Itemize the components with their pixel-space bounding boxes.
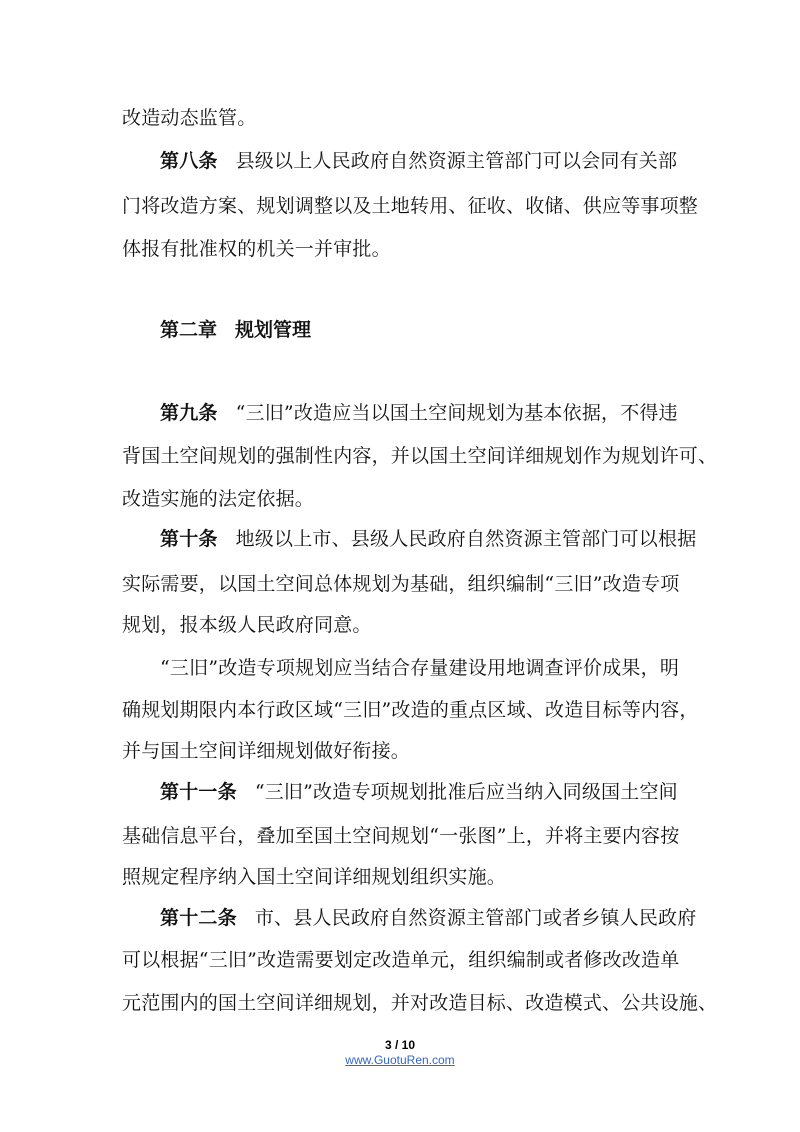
article-label: 第十一条: [160, 781, 237, 803]
article-11-line: 第十一条 “三旧”改造专项规划批准后应当纳入同级国土空间: [160, 781, 678, 803]
article-12-line: 第十二条 市、县人民政府自然资源主管部门或者乡镇人民政府: [160, 907, 697, 929]
paragraph-line: 改造实施的法定依据。: [122, 488, 315, 510]
paragraph-line: 基础信息平台，叠加至国土空间规划“一张图”上，并将主要内容按: [122, 825, 680, 847]
article-label: 第八条: [160, 150, 218, 172]
paragraph-line: “三旧”改造专项规划应当结合存量建设用地调查评价成果，明: [160, 657, 680, 679]
chapter-number: 第二章: [160, 319, 218, 341]
paragraph-line: 并与国土空间详细规划做好衔接。: [122, 740, 411, 762]
paragraph-line: 背国土空间规划的强制性内容，并以国土空间详细规划作为规划许可、: [122, 445, 718, 467]
paragraph-line: 可以根据“三旧”改造需要划定改造单元，组织编制或者修改改造单: [122, 949, 680, 971]
paragraph-line: 确规划期限内本行政区域“三旧”改造的重点区域、改造目标等内容，: [122, 699, 699, 721]
article-label: 第十条: [160, 528, 218, 550]
paragraph-line: 体报有批准权的机关一并审批。: [122, 238, 391, 260]
paragraph-line: 照规定程序纳入国土空间详细规划组织实施。: [122, 866, 507, 888]
article-label: 第九条: [160, 402, 218, 424]
paragraph-line: 改造动态监管。: [122, 107, 257, 129]
article-10-line: 第十条 地级以上市、县级人民政府自然资源主管部门可以根据: [160, 528, 697, 550]
paragraph-line: 规划，报本级人民政府同意。: [122, 614, 372, 636]
website-link[interactable]: www.GuotuRen.com: [345, 1053, 455, 1067]
paragraph-line: 实际需要，以国土空间总体规划为基础，组织编制“三旧”改造专项: [122, 573, 680, 595]
article-8-line: 第八条 县级以上人民政府自然资源主管部门可以会同有关部: [160, 150, 678, 172]
page-number: 3 / 10: [384, 1038, 416, 1052]
chapter-title: 规划管理: [235, 319, 312, 341]
article-9-line: 第九条 “三旧”改造应当以国土空间规划为基本依据，不得违: [160, 402, 678, 424]
paragraph-line: 门将改造方案、规划调整以及土地转用、征收、收储、供应等事项整: [122, 195, 699, 217]
paragraph-line: 元范围内的国土空间详细规划，并对改造目标、改造模式、公共设施、: [122, 992, 718, 1014]
article-label: 第十二条: [160, 907, 237, 929]
chapter-heading: [160, 317, 311, 343]
